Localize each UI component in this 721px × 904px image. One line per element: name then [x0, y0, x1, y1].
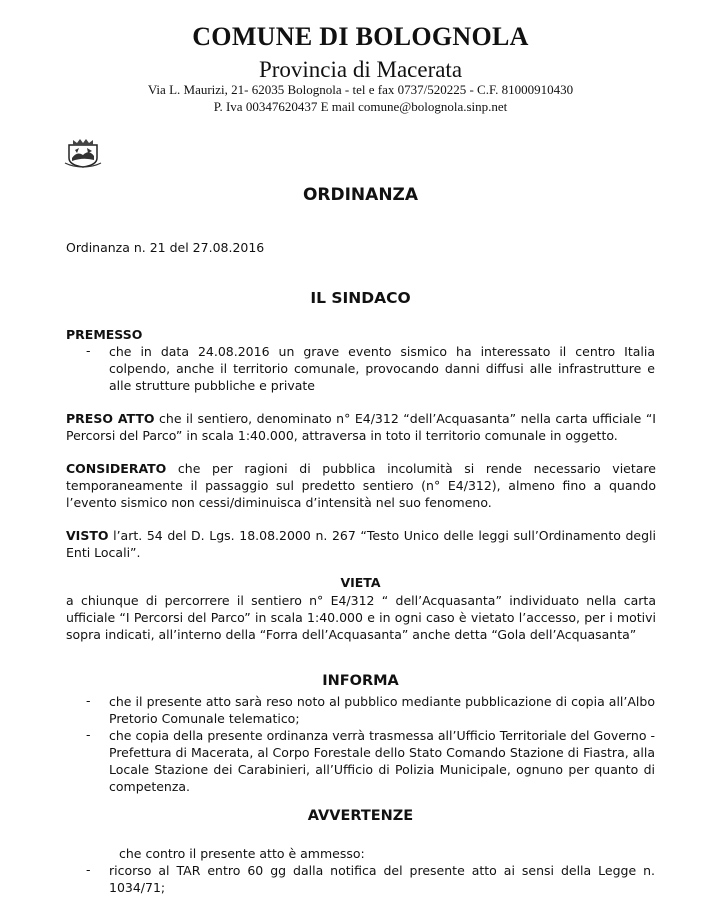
list-bullet: - [86, 693, 91, 708]
municipality-title: COMUNE DI BOLOGNOLA [192, 22, 529, 51]
avvertenze-item: ricorso al TAR entro 60 gg dalla notifica del presente atto ai sensi della Legge n. 1034/71; [109, 863, 655, 895]
avvertenze-heading: AVVERTENZE [307, 808, 414, 824]
considerato-label: CONSIDERATO [66, 461, 167, 476]
vat-email-line: P. Iva 00347620437 E mail comune@bolognola.sinp.net [213, 99, 508, 114]
preso-atto-text: che il sentiero, denominato n° E4/312 “dell’Acquasanta” nella carta ufficiale “I Percorsi del Parco” in scala 1:40.000, attraversa in toto il territorio comunale in oggetto. [66, 411, 656, 443]
considerato-text: che per ragioni di pubblica incolumità si rende necessario vietare temporaneamente il passaggio sul predetto sentiero (n° E4/312), almeno fino a quando l’evento sismico non cessi/diminuisca d’intensità nel suo fenomeno. [66, 461, 656, 510]
informa-item: che copia della presente ordinanza verrà trasmessa all’Ufficio Territoriale del Governo - Prefettura di Macerata, al Corpo Forestale dello Stato Comando Stazione di Fiastra, alla Locale Stazione dei Carabinieri, all’Ufficio di Polizia Municipale, ognuno per quanto di competenza. [109, 728, 655, 794]
list-bullet: - [86, 343, 91, 358]
list-bullet: - [86, 862, 91, 877]
informa-heading: INFORMA [322, 673, 399, 689]
vieta-text: a chiunque di percorrere il sentiero n° E4/312 “ dell’Acquasanta” individuato nella carta ufficiale “I Percorsi del Parco” in scala 1:40.000 e in ogni caso è vietato l’accesso, per i motivi sopra indicati, all’interno della “Forra dell’Acquasanta” anche detta “Gola dell’Acquasanta” [66, 593, 656, 642]
avvertenze-intro: che contro il presente atto è ammesso: [119, 846, 365, 861]
preso-atto-label: PRESO ATTO [66, 411, 155, 426]
list-bullet: - [86, 727, 91, 742]
premesso-item: che in data 24.08.2016 un grave evento sismico ha interessato il centro Italia colpendo, anche il territorio comunale, provocando danni diffusi alle infrastrutture e alle strutture pubbliche e private [109, 344, 655, 393]
visto-paragraph [66, 527, 656, 561]
document-title: ORDINANZA [302, 185, 419, 205]
preso-atto-paragraph [66, 410, 656, 444]
informa-item: che il presente atto sarà reso noto al pubblico mediante pubblicazione di copia all’Albo Pretorio Comunale telematico; [109, 694, 655, 726]
mayor-heading: IL SINDACO [310, 289, 411, 307]
province-name: Provincia di Macerata [258, 57, 463, 82]
visto-label: VISTO [66, 528, 109, 543]
visto-text: l’art. 54 del D. Lgs. 18.08.2000 n. 267 “Testo Unico delle leggi sull’Ordinamento degli Enti Locali”. [66, 528, 656, 560]
ordinance-number: Ordinanza n. 21 del 27.08.2016 [66, 240, 265, 255]
considerato-paragraph [66, 460, 656, 511]
vieta-heading: VIETA [340, 575, 381, 590]
coat-of-arms-icon [63, 136, 103, 168]
address-line: Via L. Maurizi, 21- 62035 Bolognola - tel e fax 0737/520225 - C.F. 81000910430 [147, 82, 574, 97]
premesso-label: PREMESSO [66, 327, 143, 342]
